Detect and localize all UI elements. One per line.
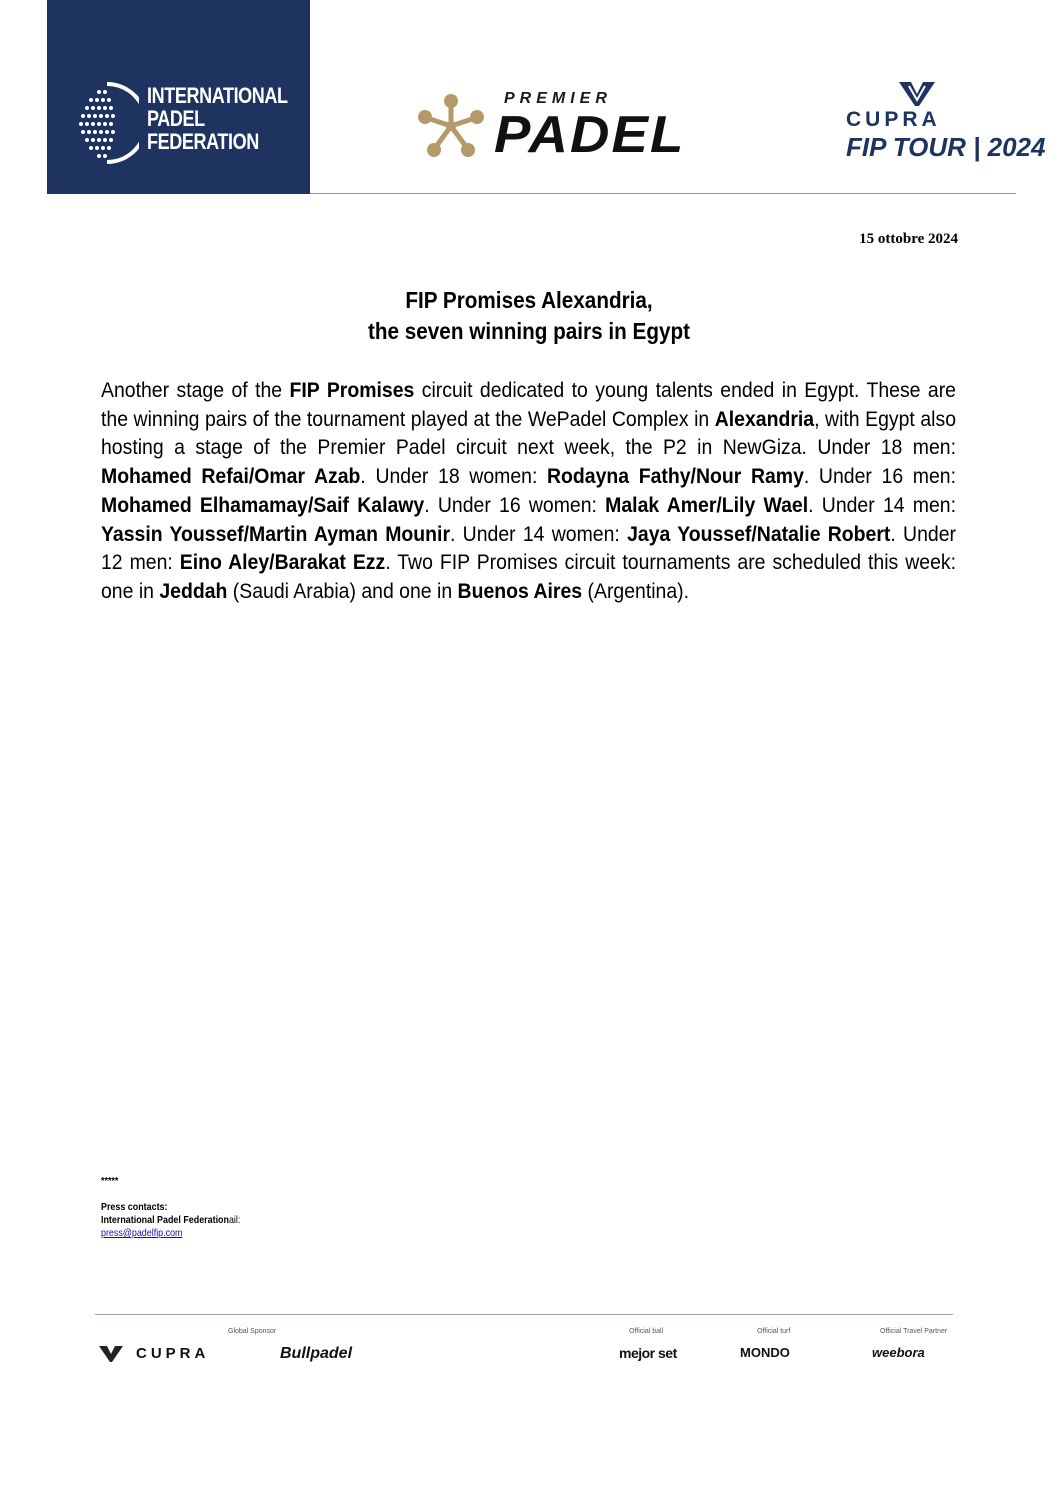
padel-wordmark: PADEL: [494, 106, 686, 164]
title-line2: the seven winning pairs in Egypt: [367, 318, 691, 344]
article-bold: Buenos Aires: [457, 577, 583, 603]
press-org-name: International Padel Federation: [101, 1214, 229, 1226]
cupra-footer-icon: [98, 1345, 124, 1363]
article-text: circuit dedicated to young talents ended in Egypt. These are the winning pairs of the tournament played at the WePadel Complex in: [101, 377, 957, 431]
article-bold: Jaya Youssef/Natalie Robert: [627, 520, 891, 546]
article-text: . Under 16 women:: [424, 491, 606, 517]
article-body: [101, 376, 956, 606]
sponsor-logo-mejorset: mejor set: [619, 1345, 677, 1361]
article-text: . Under 18 women:: [360, 463, 548, 489]
article-title: [53, 285, 1005, 347]
sponsor-label-ball: Official ball: [629, 1328, 664, 1335]
article-bold: FIP Promises: [289, 377, 415, 402]
article-text: (Argentina).: [582, 577, 690, 603]
fip-ball-logo-icon: [77, 82, 139, 164]
press-org-suffix: ail:: [228, 1214, 241, 1226]
document-date: 15 ottobre 2024: [859, 231, 958, 247]
press-contacts-heading: Press contacts:: [101, 1201, 168, 1213]
sponsor-logo-mondo: MONDO: [740, 1345, 790, 1360]
footer-divider: [95, 1314, 953, 1315]
article-bold: Mohamed Refai/Omar Azab: [101, 463, 361, 489]
article-text: , with Egypt also hosting a stage of the Premier Padel circuit next week, the P2 in NewGiza. Under 18 men:: [101, 405, 957, 460]
article-text: . Under 16 men:: [803, 463, 956, 489]
article-bold: Mohamed Elhamamay/Saif Kalawy: [101, 491, 425, 517]
fip-tour-wordmark: FIP TOUR | 2024: [846, 132, 1046, 162]
article-text: . Two FIP Promises circuit tournaments are scheduled this week: one in: [101, 549, 956, 603]
header-divider: [310, 193, 1016, 194]
article-bold: Malak Amer/Lily Wael: [605, 491, 809, 517]
press-email-link[interactable]: press@padelfip.com: [101, 1227, 183, 1239]
article-text: . Under 12 men:: [101, 520, 956, 575]
article-text: . Under 14 men:: [808, 491, 957, 517]
premier-padel-star-icon: [415, 92, 487, 160]
article-bold: Eino Aley/Barakat Ezz: [179, 549, 386, 575]
separator-stars: *****: [101, 1175, 119, 1187]
article-bold: Alexandria: [714, 405, 815, 431]
article-text: . Under 14 women:: [450, 520, 628, 546]
article-bold: Rodayna Fathy/Nour Ramy: [547, 463, 804, 489]
sponsor-label-global: Global Sponsor: [228, 1328, 277, 1335]
press-contacts: [101, 1175, 240, 1240]
fip-wordmark: [147, 84, 288, 153]
cupra-wordmark: CUPRA: [846, 108, 941, 131]
article-text: (Saudi Arabia) and one in: [227, 577, 458, 603]
sponsor-label-turf: Official turf: [757, 1328, 791, 1335]
fip-wordmark-line1: INTERNATIONAL: [147, 83, 288, 108]
title-line1: FIP Promises Alexandria,: [405, 287, 653, 313]
article-bold: Yassin Youssef/Martin Ayman Mounir: [101, 520, 451, 546]
cupra-logo-icon: [897, 80, 937, 108]
fip-header-block: [47, 0, 310, 194]
sponsor-logo-cupra: CUPRA: [136, 1345, 210, 1362]
sponsor-logo-bullpadel: Bullpadel: [280, 1345, 353, 1362]
fip-wordmark-line3: FEDERATION: [147, 129, 259, 154]
article-text: Another stage of the: [101, 377, 290, 402]
fip-wordmark-line2: PADEL: [147, 106, 205, 131]
sponsor-logo-weebora: weebora: [872, 1345, 925, 1360]
article-bold: Jeddah: [159, 577, 228, 603]
sponsor-label-travel: Official Travel Partner: [880, 1328, 948, 1335]
premier-wordmark: PREMIER: [504, 90, 612, 107]
